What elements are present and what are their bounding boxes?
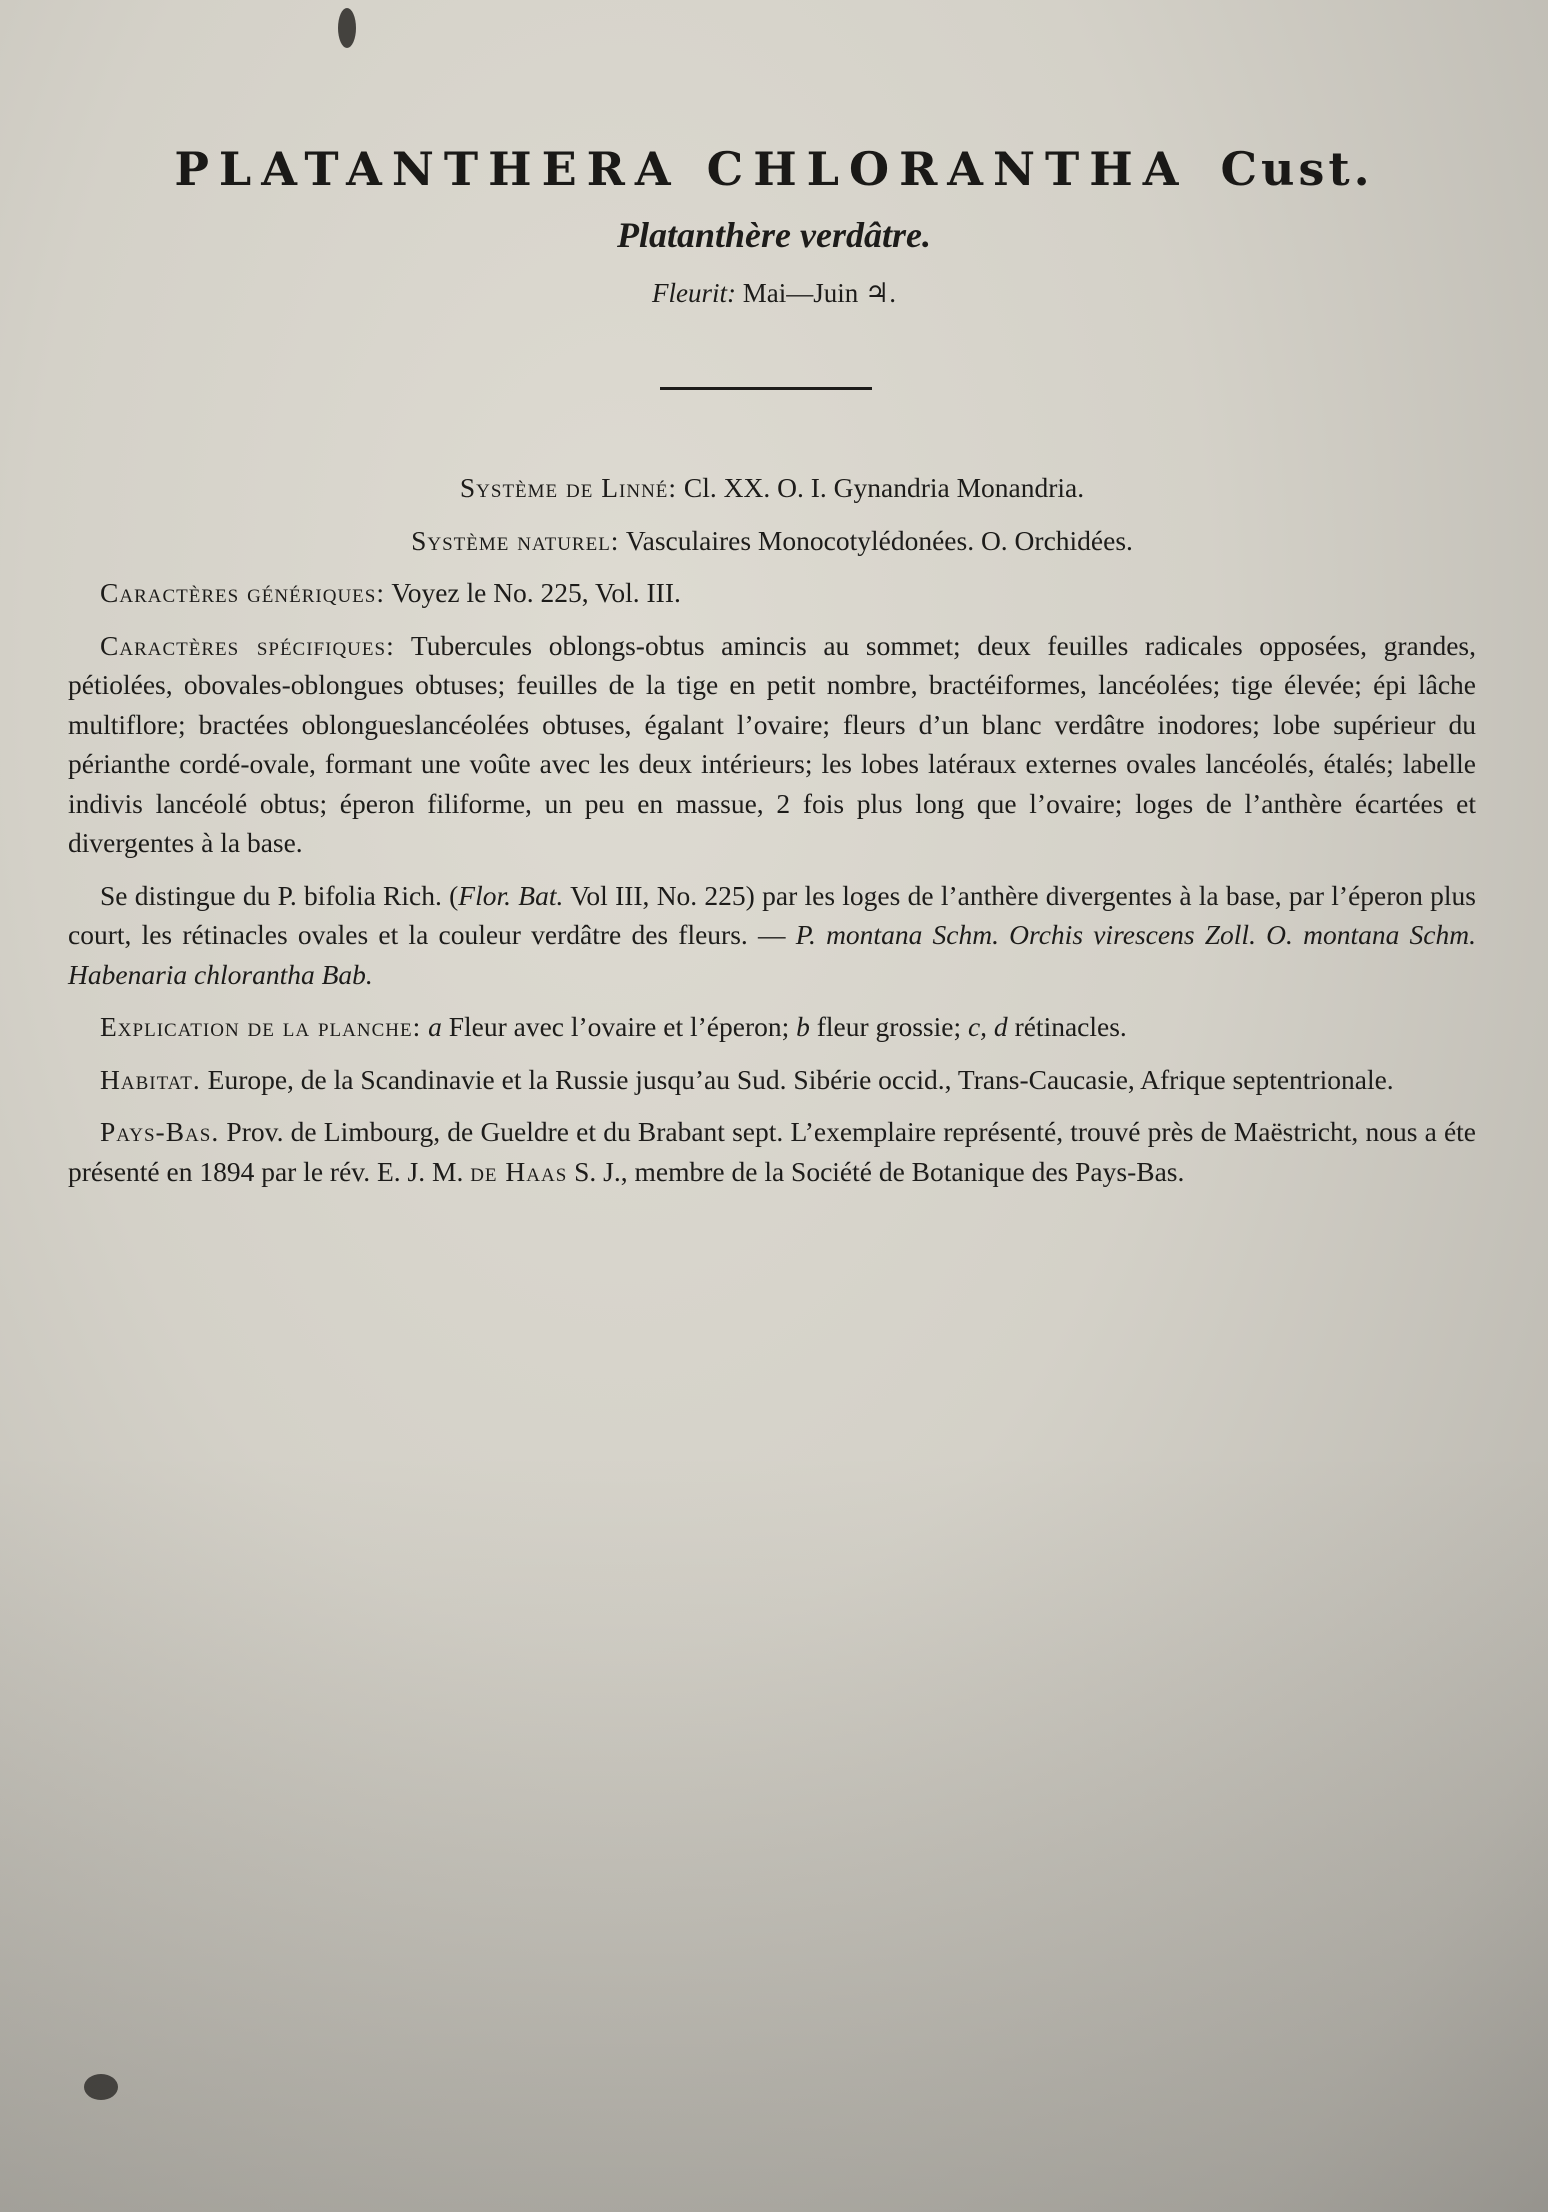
linne-text: Cl. XX. O. I. Gynandria Monandria.	[683, 472, 1085, 503]
paysbas-paragraph	[68, 1112, 1476, 1191]
specifiques-text: Tubercules oblongs-obtus amincis au sommet; deux feuilles radicales opposées, grandes, pétiolées, obovales-oblongues obtuses; feuilles de la tige en petit nombre, bractéiformes, lancéolées; tige élevée; épi lâche multiflore; bractées oblongueslancéolées obtuses, égalant l’ovaire; fleurs d’un blanc verdâtre inodores; lobe supérieur du périanthe cordé-ovale, formant une voûte avec les deux intérieurs; les lobes latéraux externes ovales lancéolés, étalés; labelle indivis lancéolé obtus; éperon filiforme, un peu en massue, 2 fois plus long que l’ovaire; loges de l’anthère écartées et divergentes à la base.	[68, 629, 1476, 858]
specifiques-label: Caractères spécifiques:	[100, 629, 395, 661]
naturel-line	[68, 521, 1476, 561]
flowering-line	[0, 278, 1548, 309]
generiques-label: Caractères génériques:	[100, 577, 385, 608]
paysbas-text-end: S. J., membre de la Société de Botanique des Pays-Bas.	[574, 1155, 1185, 1187]
page-title	[0, 142, 1548, 196]
distinction-text-start: Se distingue du P. bifolia Rich. (	[100, 879, 459, 911]
description-body	[68, 468, 1476, 1204]
flowering-value: Mai—Juin ♃.	[742, 278, 896, 308]
linne-label: Système de Linné:	[459, 472, 678, 503]
page-subtitle: Platanthère verdâtre.	[617, 215, 931, 255]
distinction-paragraph	[68, 876, 1476, 995]
explication-b-text: fleur grossie;	[816, 1011, 962, 1042]
habitat-label: Habitat.	[100, 1063, 201, 1095]
distinction-text-mid: Vol III, No. 225) par les loges de l’anthère divergentes à la base, par l’éperon plus court, les rétinacles ovales et la couleur verdâtre des fleurs. —	[68, 879, 1477, 950]
specifiques-paragraph	[68, 626, 1476, 863]
explication-b: b	[796, 1011, 810, 1042]
title-rule	[660, 387, 872, 390]
distinction-reference: Flor. Bat.	[458, 879, 564, 911]
title-author: Cust.	[1220, 142, 1374, 196]
explication-cd: c, d	[967, 1011, 1008, 1042]
ink-blot-top	[338, 8, 356, 48]
distinction-synonyms: P. montana Schm. Orchis virescens Zoll. O. montana Schm. Habenaria chlorantha Bab.	[68, 919, 1476, 990]
linne-line	[68, 468, 1476, 508]
generiques-paragraph	[68, 573, 1476, 613]
paysbas-label: Pays-Bas.	[100, 1116, 220, 1147]
title-name: PLATANTHERA CHLORANTHA	[174, 142, 1189, 196]
generiques-text: Voyez le No. 225, Vol. III.	[391, 577, 681, 608]
explication-a-text: Fleur avec l’ovaire et l’éperon;	[448, 1011, 790, 1042]
naturel-text: Vasculaires Monocotylédonées. O. Orchidées.	[625, 524, 1133, 556]
explication-paragraph	[68, 1007, 1476, 1047]
paysbas-name: de Haas	[470, 1155, 568, 1187]
explication-cd-text: rétinacles.	[1014, 1011, 1127, 1042]
explication-a: a	[428, 1011, 442, 1042]
naturel-label: Système naturel:	[411, 524, 620, 556]
ink-blot-bottom	[84, 2074, 118, 2100]
explication-label: Explication de la planche:	[100, 1011, 422, 1042]
flowering-label: Fleurit:	[652, 278, 736, 308]
habitat-paragraph	[68, 1060, 1476, 1100]
paysbas-text-start: Prov. de Limbourg, de Gueldre et du Brabant sept. L’exemplaire représenté, trouvé près de Maëstricht, nous a éte présenté en 1894 par le rév. E. J. M.	[68, 1116, 1477, 1187]
habitat-text: Europe, de la Scandinavie et la Russie jusqu’au Sud. Sibérie occid., Trans-Caucasie, Afrique septentrionale.	[207, 1063, 1394, 1095]
